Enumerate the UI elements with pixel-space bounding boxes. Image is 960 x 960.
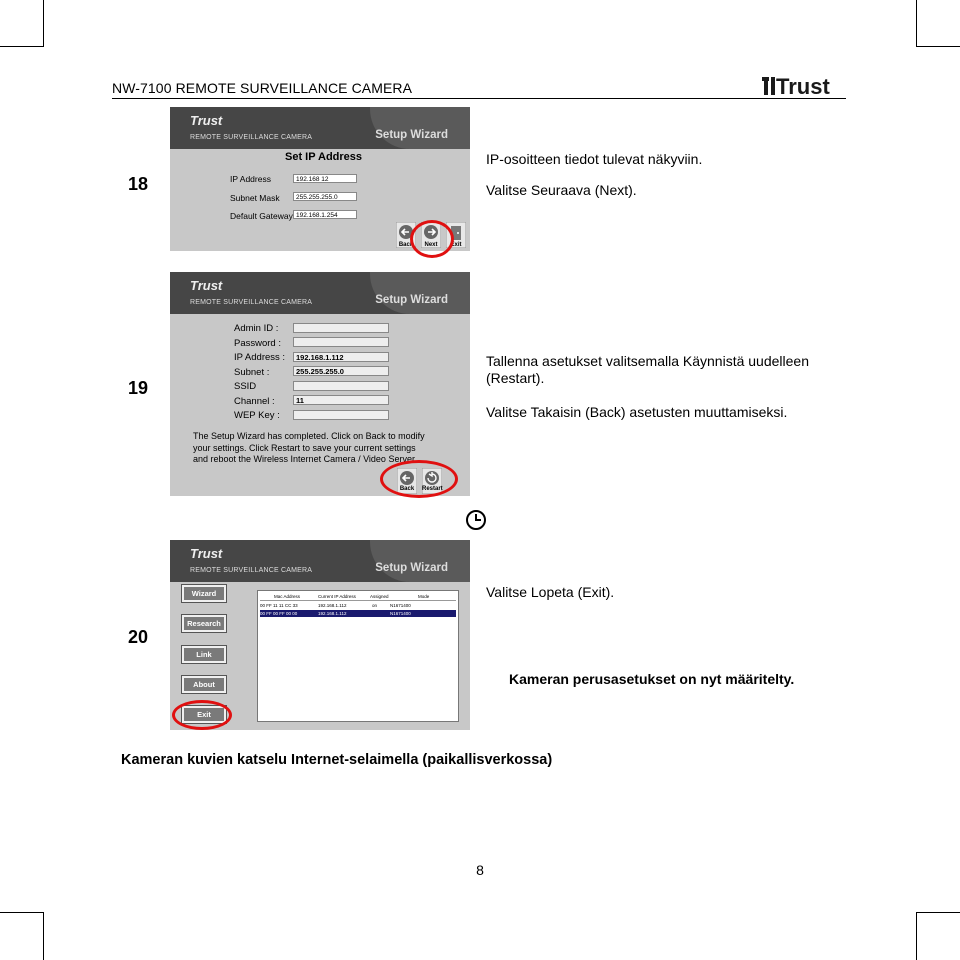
section-title: Kameran kuvien katselu Internet-selaimella (paikallisverkossa) bbox=[121, 752, 553, 768]
about-side-button[interactable]: About bbox=[182, 676, 226, 693]
document-header-title: NW-7100 REMOTE SURVEILLANCE CAMERA bbox=[112, 80, 413, 96]
password-field bbox=[293, 337, 389, 347]
crop-mark-bl-v bbox=[43, 912, 44, 960]
page-number: 8 bbox=[476, 862, 484, 878]
cell-assigned: on bbox=[372, 603, 378, 608]
label-default-gateway: Default Gateway bbox=[230, 211, 293, 221]
step-number-20: 20 bbox=[127, 627, 149, 647]
exit-side-button[interactable]: Exit bbox=[182, 706, 226, 723]
banner-subtitle: REMOTE SURVEILLANCE CAMERA bbox=[190, 567, 313, 574]
set-ip-heading: Set IP Address bbox=[285, 151, 363, 163]
cell-ip: 192.168.1.112 bbox=[318, 603, 347, 608]
step-19-line-3: Valitse Takaisin (Back) asetusten muuttamiseksi. bbox=[486, 404, 788, 420]
cell-mac: 00 FF 00 FF 00 00 bbox=[260, 611, 298, 616]
label-ssid: SSID bbox=[234, 381, 257, 392]
wizard-banner bbox=[170, 272, 470, 314]
label-wep-key: WEP Key : bbox=[234, 410, 280, 421]
wizard-side-button[interactable]: Wizard bbox=[182, 585, 226, 602]
col-current-ip: Current IP Address bbox=[318, 594, 356, 599]
label-channel: Channel : bbox=[234, 395, 275, 407]
banner-brand: Trust bbox=[190, 278, 223, 293]
header-rule bbox=[112, 98, 846, 99]
next-button-label[interactable]: Next bbox=[424, 242, 438, 248]
crop-mark-br-v bbox=[916, 912, 917, 960]
step-20-conclusion: Kameran perusasetukset on nyt määritelty. bbox=[509, 671, 795, 687]
label-subnet: Subnet : bbox=[234, 366, 270, 378]
wizard-banner bbox=[170, 107, 470, 149]
step-18-line-1: IP-osoitteen tiedot tulevat näkyviin. bbox=[486, 151, 703, 167]
banner-subtitle: REMOTE SURVEILLANCE CAMERA bbox=[190, 134, 313, 141]
label-password: Password : bbox=[234, 337, 281, 349]
crop-mark-bl-h bbox=[0, 912, 44, 913]
restart-button-label[interactable]: Restart bbox=[422, 486, 443, 492]
cell-ip: 192.168.1.112 bbox=[318, 611, 347, 616]
ssid-value bbox=[293, 381, 389, 391]
admin-id-field bbox=[293, 323, 389, 333]
wizard-banner bbox=[170, 540, 470, 582]
back-button-label[interactable]: Back bbox=[399, 486, 415, 492]
crop-mark-tr-h bbox=[916, 46, 960, 47]
highlight-ring-next bbox=[410, 220, 454, 258]
highlight-ring-exit bbox=[172, 700, 232, 730]
step-18-line-2: Valitse Seuraava (Next). bbox=[486, 182, 637, 198]
crop-mark-tl-h bbox=[0, 46, 44, 47]
cell-mode: N1671400 bbox=[390, 611, 411, 616]
col-mode: Mode bbox=[418, 594, 430, 599]
crop-mark-tl-v bbox=[43, 0, 44, 47]
label-ip-address: IP Address bbox=[230, 174, 271, 184]
highlight-ring-restart bbox=[380, 460, 458, 498]
clock-icon bbox=[465, 509, 487, 531]
step-number-18: 18 bbox=[127, 174, 149, 194]
device-list[interactable] bbox=[257, 590, 459, 722]
banner-brand: Trust bbox=[190, 113, 223, 128]
subnet-value: 255.255.255.0 bbox=[293, 366, 389, 376]
step-number-19: 19 bbox=[127, 378, 149, 398]
link-side-button[interactable]: Link bbox=[182, 646, 226, 663]
back-button-label[interactable]: Back bbox=[398, 242, 414, 248]
completion-message-line-2: your settings. Click Restart to save your current settings bbox=[193, 442, 416, 453]
default-gateway-field[interactable]: 192.168.1.254 bbox=[293, 210, 357, 219]
completion-message-line-3: and reboot the Wireless Internet Camera / Video Server. bbox=[193, 454, 417, 464]
channel-value: 11 bbox=[293, 395, 389, 405]
device-list-header bbox=[260, 593, 456, 601]
label-ip-address: IP Address : bbox=[234, 352, 286, 363]
banner-brand: Trust bbox=[190, 546, 223, 561]
logo-text: Trust bbox=[776, 74, 830, 97]
col-mac-address: Mac Address bbox=[274, 594, 301, 599]
step-19-line-1: Tallenna asetukset valitsemalla Käynnistä uudelleen bbox=[486, 353, 809, 369]
cell-mac: 00 FF 11 11 CC 33 bbox=[260, 603, 298, 608]
step-20-line-1: Valitse Lopeta (Exit). bbox=[486, 584, 615, 600]
label-subnet-mask: Subnet Mask bbox=[230, 193, 280, 203]
banner-subtitle: REMOTE SURVEILLANCE CAMERA bbox=[190, 299, 313, 306]
wep-key-value bbox=[293, 410, 389, 420]
subnet-mask-field[interactable]: 255.255.255.0 bbox=[293, 192, 357, 201]
completion-message-line-1: The Setup Wizard has completed. Click on Back to modify bbox=[193, 431, 425, 441]
step-19-line-2: (Restart). bbox=[486, 370, 545, 386]
ip-address-value: 192.168.1.112 bbox=[293, 352, 389, 362]
exit-button-label[interactable]: Exit bbox=[450, 242, 462, 248]
cell-mode: N1671400 bbox=[390, 603, 411, 608]
table-row[interactable] bbox=[260, 602, 456, 609]
banner-wizard-label: Setup Wizard bbox=[375, 562, 448, 574]
crop-mark-tr-v bbox=[916, 0, 917, 47]
research-side-button[interactable]: Research bbox=[182, 615, 226, 632]
col-assigned: Assigned bbox=[370, 594, 389, 599]
label-admin-id: Admin ID : bbox=[234, 323, 279, 334]
crop-mark-br-h bbox=[916, 912, 960, 913]
trust-logo bbox=[762, 73, 846, 97]
banner-wizard-label: Setup Wizard bbox=[375, 129, 448, 141]
completion-message bbox=[193, 431, 425, 466]
table-row-selected[interactable] bbox=[260, 610, 456, 617]
summary-labels bbox=[234, 322, 285, 424]
banner-wizard-label: Setup Wizard bbox=[375, 294, 448, 306]
ip-address-field[interactable]: 192.168 12 bbox=[293, 174, 357, 183]
